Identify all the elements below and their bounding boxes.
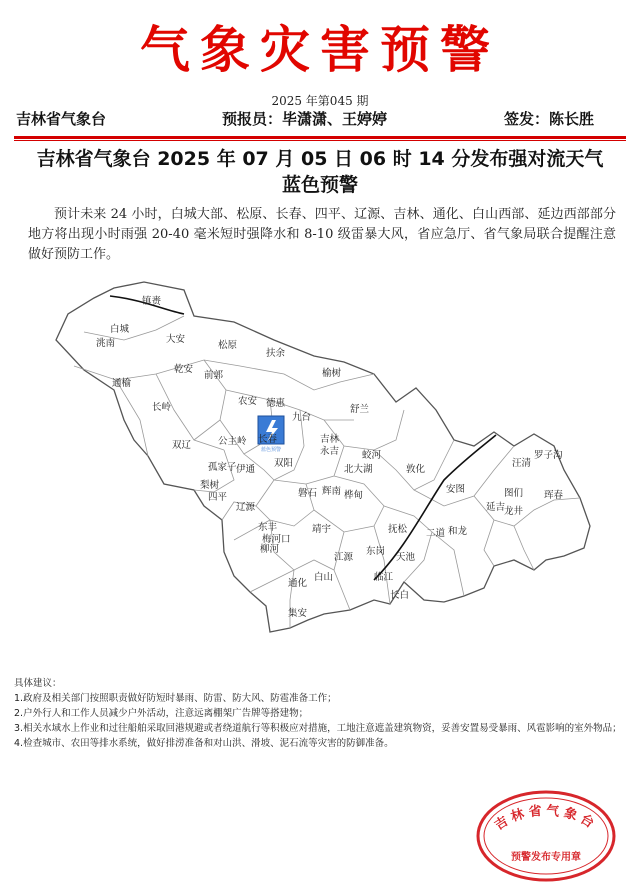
place-label: 通榆: [112, 378, 132, 389]
place-label: 磐石: [298, 488, 318, 499]
place-label: 扶余: [266, 348, 286, 359]
place-label: 辉南: [322, 486, 342, 497]
place-label: 蛟河: [362, 450, 382, 461]
place-label: 延吉: [486, 502, 506, 513]
place-label: 珲春: [544, 490, 564, 501]
official-seal: [474, 788, 618, 884]
svg-text:吉林省气象台: [492, 803, 601, 834]
place-label: 松原: [218, 340, 238, 351]
body-paragraph: 预计未来 24 小时，白城大部、松原、长春、四平、辽源、吉林、通化、白山西部、延边西部部分地方将出现小时雨强 20-40 毫米短时强降水和 8-10 级雷暴大风，省应急厅、省气象局联合提醒注意做好预防工作。: [28, 207, 616, 262]
place-label: 前郭: [204, 370, 224, 381]
place-label: 东岗: [366, 546, 386, 557]
place-label: 汪清: [512, 458, 532, 469]
place-label: 集安: [288, 608, 308, 619]
place-label: 乾安: [174, 364, 194, 375]
meta-row: [16, 108, 626, 130]
advice-item-1: 1.政府及相关部门按照职责做好防短时暴雨、防雷、防大风、防雹准备工作；: [14, 693, 337, 704]
place-label: 梨树: [200, 480, 220, 491]
place-label: 敦化: [406, 464, 426, 475]
map-svg: [44, 270, 604, 660]
place-label: 图们: [504, 488, 524, 499]
place-label: 二道: [426, 528, 446, 539]
warning-icon-caption: 蓝色预警: [260, 447, 282, 453]
place-label: 舒兰: [350, 404, 370, 415]
place-label: 临江: [374, 572, 394, 583]
place-label: 抚松: [388, 524, 408, 535]
advice-title: 具体建议：: [14, 678, 62, 689]
place-label: 德惠: [266, 398, 286, 409]
place-label: 榆树: [322, 368, 342, 379]
place-label: 靖宇: [312, 524, 332, 535]
place-label: 柳河: [260, 544, 280, 555]
place-label: 双阳: [274, 458, 294, 469]
seal-top-text: 吉林省气象台: [492, 803, 600, 834]
place-label: 龙井: [504, 506, 524, 517]
advice-item-2: 2.户外行人和工作人员减少户外活动，注意远离棚架广告牌等搭建物；: [14, 708, 309, 719]
place-label: 梅河口: [262, 534, 291, 545]
place-label: 伊通: [236, 464, 256, 475]
place-label: 永吉: [320, 446, 340, 457]
place-label: 长春: [258, 434, 278, 445]
place-label: 桦甸: [344, 490, 364, 501]
place-label: 大安: [166, 334, 186, 345]
advice-section: [14, 676, 626, 751]
place-label: 吉林: [320, 434, 340, 445]
place-label: 辽源: [236, 502, 256, 513]
place-label: 孤家子: [208, 462, 237, 473]
place-label: 安图: [446, 484, 466, 495]
place-label: 白城: [110, 324, 130, 335]
place-label: 长岭: [152, 402, 172, 413]
advice-item-4: 4.检查城市、农田等排水系统，做好排涝准备和对山洪、滑坡、泥石流等灾害的防御准备。: [14, 738, 394, 749]
place-label: 北大湖: [344, 464, 373, 475]
headline: 吉林省气象台 2025 年 07 月 05 日 06 时 14 分发布强对流天气蓝色预警: [36, 148, 604, 196]
issue-number: 2025 年第045 期: [271, 94, 369, 108]
header-rule: [14, 136, 626, 141]
seal-bottom-text: 预警发布专用章: [511, 852, 581, 863]
place-label: 双辽: [172, 440, 192, 451]
place-label: 白山: [314, 572, 334, 583]
advice-item-3: 3.相关水域水上作业和过往船舶采取回港规避或者绕道航行等积极应对措施，工地注意遮盖建筑物资，妥善安置易受暴雨、风雹影响的室外物品；: [14, 723, 622, 734]
forecaster-names: 预报员：毕潇潇、王婷婷: [222, 110, 388, 128]
place-label: 长白: [390, 590, 410, 601]
masthead-title: 气象灾害预警: [140, 20, 500, 79]
seal-svg: [474, 788, 618, 884]
place-label: 天池: [396, 552, 416, 563]
place-label: 公主岭: [218, 436, 247, 447]
place-label: 四平: [208, 492, 228, 503]
place-label: 通化: [288, 578, 308, 589]
place-label: 洮南: [96, 338, 116, 349]
place-label: 江源: [334, 552, 354, 563]
signer-name: 签发：陈长胜: [504, 110, 595, 128]
place-label: 农安: [238, 396, 258, 407]
place-label: 镇赉: [142, 296, 162, 307]
place-label: 九台: [292, 412, 312, 423]
place-label: 东丰: [258, 522, 278, 533]
place-label: 和龙: [448, 526, 468, 537]
agency-name: 吉林省气象台: [16, 110, 107, 128]
place-label: 罗子沟: [534, 450, 563, 461]
province-map: [44, 270, 604, 660]
